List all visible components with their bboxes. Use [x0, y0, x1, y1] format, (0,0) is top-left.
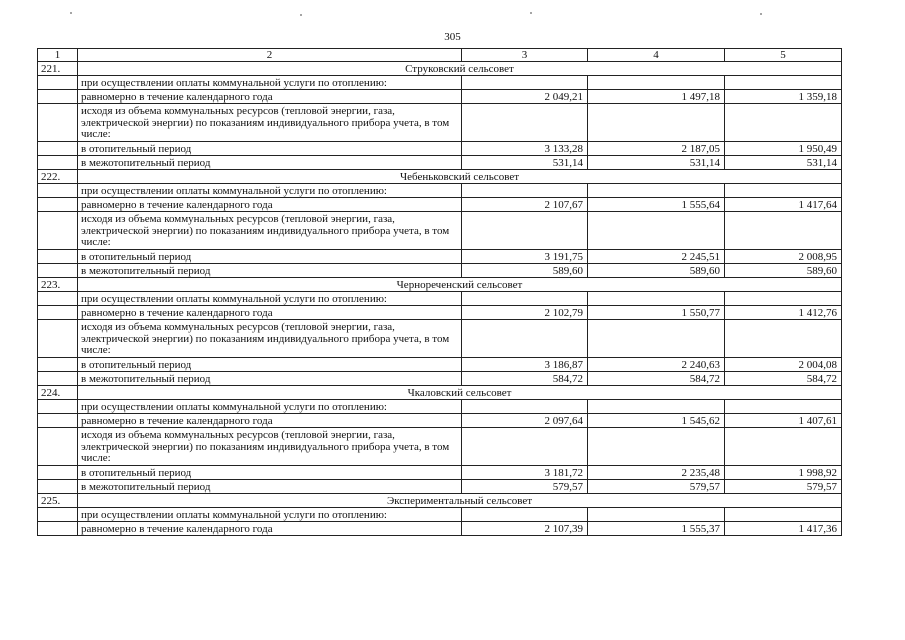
section-name: Чкаловский сельсовет [78, 386, 842, 400]
empty-cell [725, 184, 842, 198]
value-col4 [588, 428, 725, 466]
empty-cell [38, 320, 78, 358]
section-header-row [38, 170, 842, 184]
value-col5: 1 359,18 [725, 90, 842, 104]
section-number: 222. [38, 170, 78, 184]
empty-cell [38, 358, 78, 372]
value-col5: 1 412,76 [725, 306, 842, 320]
value-col3: 2 107,39 [462, 522, 588, 536]
table-row [38, 372, 842, 386]
value-col5 [725, 212, 842, 250]
row-label: равномерно в течение календарного года [78, 522, 462, 536]
tariff-table [37, 48, 842, 536]
table-row [38, 414, 842, 428]
row-label: в отопительный период [78, 142, 462, 156]
column-header: 1 [38, 49, 78, 62]
table-row [38, 156, 842, 170]
empty-cell [725, 76, 842, 90]
table-row [38, 358, 842, 372]
scan-speck [70, 12, 72, 14]
table-row [38, 480, 842, 494]
value-col4: 589,60 [588, 264, 725, 278]
value-col4: 1 545,62 [588, 414, 725, 428]
column-header: 4 [588, 49, 725, 62]
empty-cell [462, 400, 588, 414]
value-col5: 1 950,49 [725, 142, 842, 156]
value-col3: 3 191,75 [462, 250, 588, 264]
section-header-row [38, 278, 842, 292]
table-row [38, 142, 842, 156]
row-label: в отопительный период [78, 250, 462, 264]
empty-cell [38, 90, 78, 104]
section-header-row [38, 62, 842, 76]
empty-cell [462, 76, 588, 90]
value-col4 [588, 104, 725, 142]
value-col4: 2 187,05 [588, 142, 725, 156]
empty-cell [725, 292, 842, 306]
empty-cell [725, 508, 842, 522]
section-number: 221. [38, 62, 78, 76]
row-label: исходя из объема коммунальных ресурсов (тепловой энергии, газа, электрической энергии) по показаниям индивидуального прибора учета, в том числе: [78, 428, 462, 466]
section-name: Чернореченский сельсовет [78, 278, 842, 292]
value-col4 [588, 212, 725, 250]
value-col4: 1 550,77 [588, 306, 725, 320]
row-label: равномерно в течение календарного года [78, 306, 462, 320]
empty-cell [38, 400, 78, 414]
empty-cell [38, 76, 78, 90]
empty-cell [38, 428, 78, 466]
value-col3 [462, 212, 588, 250]
value-col3: 3 186,87 [462, 358, 588, 372]
section-intro-row [38, 508, 842, 522]
empty-cell [38, 508, 78, 522]
section-name: Экспериментальный сельсовет [78, 494, 842, 508]
value-col3: 589,60 [462, 264, 588, 278]
value-col3 [462, 104, 588, 142]
row-label: в отопительный период [78, 466, 462, 480]
value-col4: 2 235,48 [588, 466, 725, 480]
table-row [38, 428, 842, 466]
section-intro-row [38, 76, 842, 90]
column-header: 3 [462, 49, 588, 62]
section-header-row [38, 494, 842, 508]
value-col3: 3 133,28 [462, 142, 588, 156]
section-number: 223. [38, 278, 78, 292]
table-row [38, 522, 842, 536]
value-col4: 579,57 [588, 480, 725, 494]
row-label: в межотопительный период [78, 264, 462, 278]
row-label: при осуществлении оплаты коммунальной услуги по отоплению: [78, 292, 462, 306]
column-header: 5 [725, 49, 842, 62]
empty-cell [38, 522, 78, 536]
row-label: исходя из объема коммунальных ресурсов (тепловой энергии, газа, электрической энергии) по показаниям индивидуального прибора учета, в том числе: [78, 212, 462, 250]
column-header: 2 [78, 49, 462, 62]
table-row [38, 90, 842, 104]
row-label: равномерно в течение календарного года [78, 414, 462, 428]
value-col3: 2 107,67 [462, 198, 588, 212]
section-intro-row [38, 292, 842, 306]
value-col3: 2 097,64 [462, 414, 588, 428]
empty-cell [38, 142, 78, 156]
scan-speck [300, 14, 302, 16]
value-col4 [588, 320, 725, 358]
value-col3 [462, 428, 588, 466]
section-intro-row [38, 184, 842, 198]
value-col4: 1 555,37 [588, 522, 725, 536]
row-label: исходя из объема коммунальных ресурсов (тепловой энергии, газа, электрической энергии) по показаниям индивидуального прибора учета, в том числе: [78, 104, 462, 142]
row-label: равномерно в течение календарного года [78, 90, 462, 104]
table-row [38, 306, 842, 320]
section-number: 225. [38, 494, 78, 508]
row-label: равномерно в течение календарного года [78, 198, 462, 212]
empty-cell [588, 184, 725, 198]
section-number: 224. [38, 386, 78, 400]
empty-cell [462, 184, 588, 198]
empty-cell [588, 292, 725, 306]
value-col5 [725, 320, 842, 358]
scan-speck [530, 12, 532, 14]
table-row [38, 212, 842, 250]
value-col3: 2 049,21 [462, 90, 588, 104]
section-name: Струковский сельсовет [78, 62, 842, 76]
scan-speck [760, 13, 762, 15]
value-col4: 584,72 [588, 372, 725, 386]
value-col5: 2 004,08 [725, 358, 842, 372]
table-row [38, 198, 842, 212]
value-col3: 579,57 [462, 480, 588, 494]
empty-cell [38, 264, 78, 278]
value-col5: 1 417,36 [725, 522, 842, 536]
value-col4: 1 497,18 [588, 90, 725, 104]
row-label: в отопительный период [78, 358, 462, 372]
value-col4: 1 555,64 [588, 198, 725, 212]
value-col3: 3 181,72 [462, 466, 588, 480]
page-number: 305 [444, 31, 461, 43]
empty-cell [38, 212, 78, 250]
empty-cell [588, 508, 725, 522]
empty-cell [462, 508, 588, 522]
value-col4: 531,14 [588, 156, 725, 170]
empty-cell [38, 306, 78, 320]
empty-cell [38, 414, 78, 428]
empty-cell [588, 400, 725, 414]
row-label: в межотопительный период [78, 372, 462, 386]
value-col4: 2 240,63 [588, 358, 725, 372]
table-row [38, 264, 842, 278]
value-col5: 2 008,95 [725, 250, 842, 264]
value-col5 [725, 104, 842, 142]
value-col5: 1 998,92 [725, 466, 842, 480]
value-col5: 1 417,64 [725, 198, 842, 212]
row-label: при осуществлении оплаты коммунальной услуги по отоплению: [78, 400, 462, 414]
value-col4: 2 245,51 [588, 250, 725, 264]
empty-cell [38, 480, 78, 494]
table-body [38, 49, 842, 536]
empty-cell [38, 198, 78, 212]
value-col3: 584,72 [462, 372, 588, 386]
value-col5: 579,57 [725, 480, 842, 494]
table-row [38, 104, 842, 142]
empty-cell [38, 466, 78, 480]
table-row [38, 250, 842, 264]
empty-cell [38, 250, 78, 264]
section-intro-row [38, 400, 842, 414]
row-label: при осуществлении оплаты коммунальной услуги по отоплению: [78, 184, 462, 198]
section-header-row [38, 386, 842, 400]
value-col3 [462, 320, 588, 358]
value-col3: 531,14 [462, 156, 588, 170]
empty-cell [462, 292, 588, 306]
value-col3: 2 102,79 [462, 306, 588, 320]
section-name: Чебеньковский сельсовет [78, 170, 842, 184]
value-col5: 589,60 [725, 264, 842, 278]
table-row [38, 320, 842, 358]
empty-cell [38, 184, 78, 198]
empty-cell [38, 156, 78, 170]
empty-cell [38, 292, 78, 306]
value-col5: 1 407,61 [725, 414, 842, 428]
row-label: исходя из объема коммунальных ресурсов (тепловой энергии, газа, электрической энергии) по показаниям индивидуального прибора учета, в том числе: [78, 320, 462, 358]
value-col5: 531,14 [725, 156, 842, 170]
row-label: в межотопительный период [78, 156, 462, 170]
empty-cell [38, 104, 78, 142]
row-label: при осуществлении оплаты коммунальной услуги по отоплению: [78, 508, 462, 522]
row-label: в межотопительный период [78, 480, 462, 494]
table-row [38, 466, 842, 480]
empty-cell [38, 372, 78, 386]
value-col5 [725, 428, 842, 466]
row-label: при осуществлении оплаты коммунальной услуги по отоплению: [78, 76, 462, 90]
column-header-row [38, 49, 842, 62]
empty-cell [725, 400, 842, 414]
value-col5: 584,72 [725, 372, 842, 386]
empty-cell [588, 76, 725, 90]
